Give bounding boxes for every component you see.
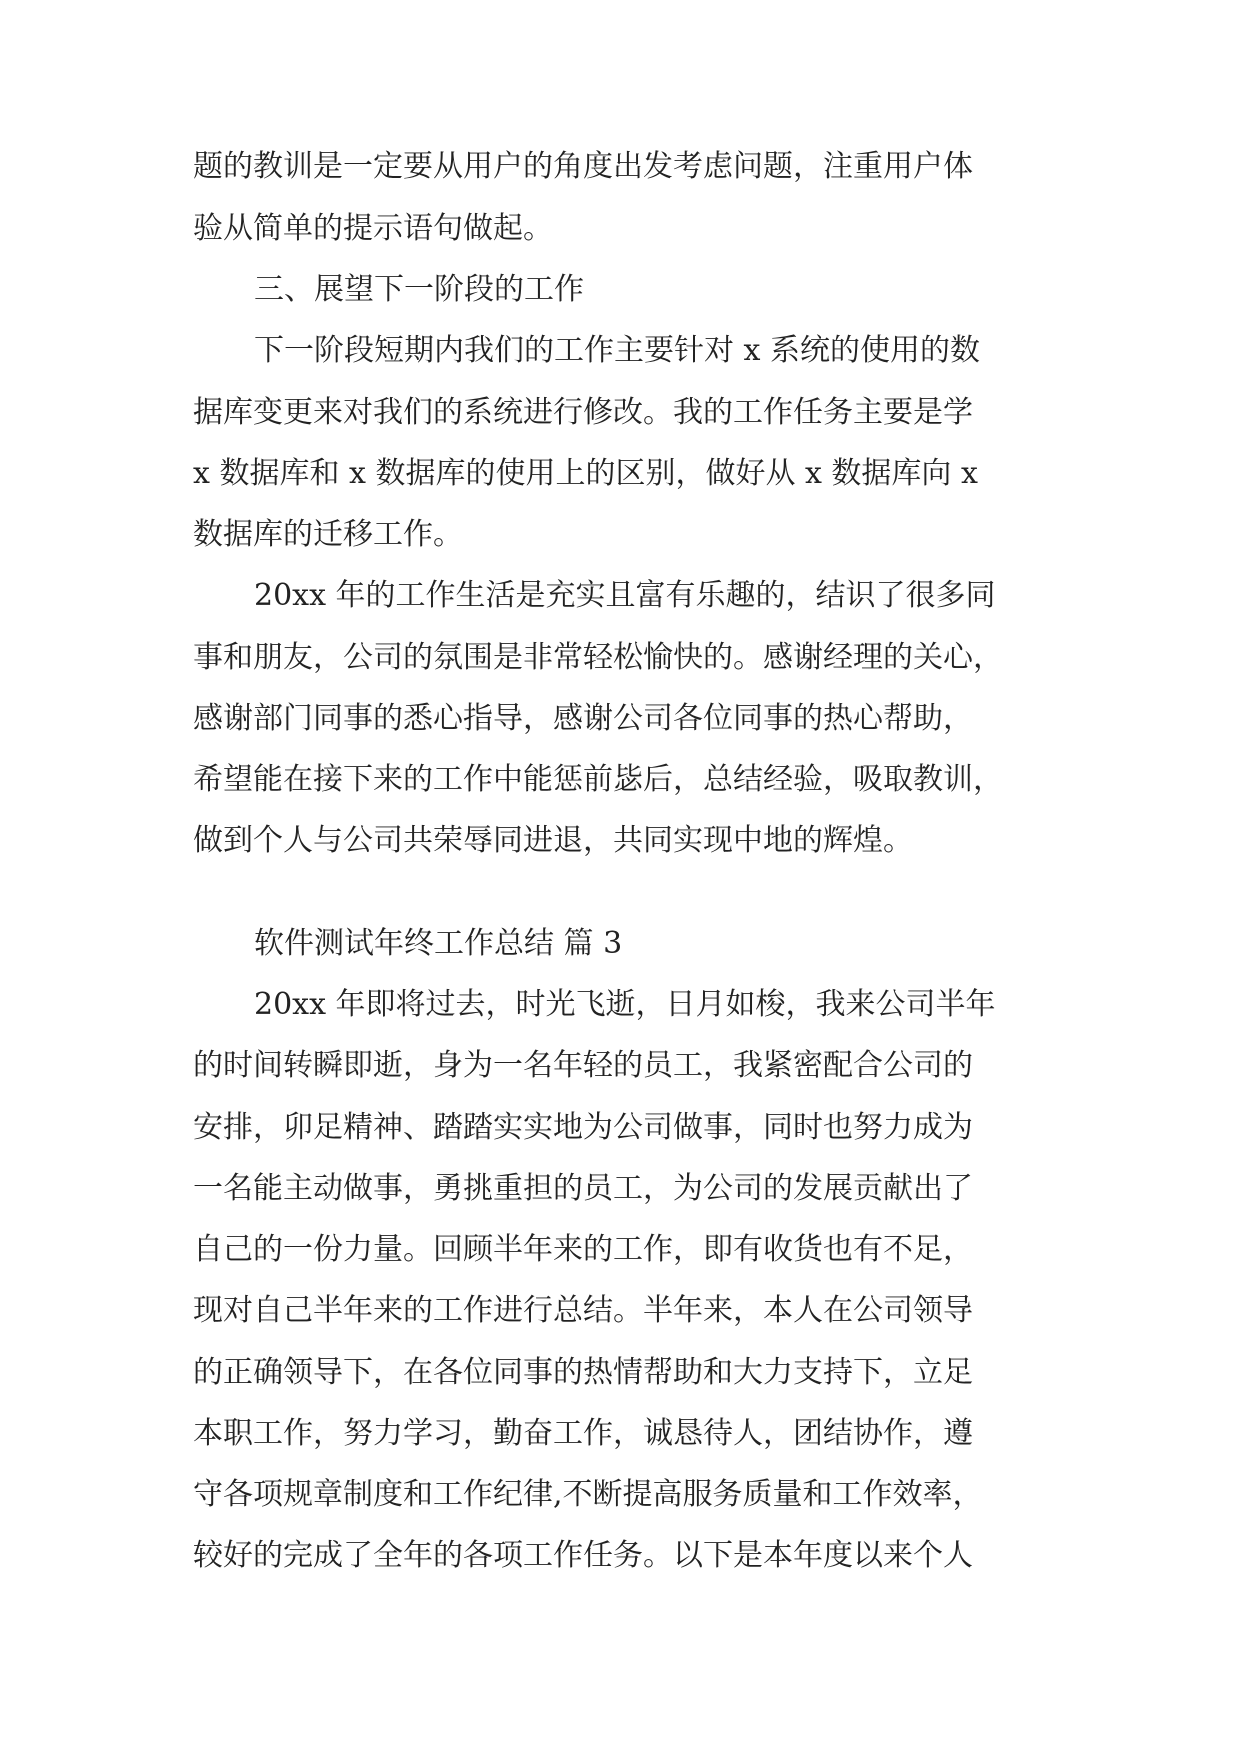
text-line: 守各项规章制度和工作纪律,不断提高服务质量和工作效率， <box>193 1477 983 1512</box>
text-line: x 数据库和 x 数据库的使用上的区别，做好从 x 数据库向 x <box>193 456 978 491</box>
text-line: 下一阶段短期内我们的工作主要针对 x 系统的使用的数 <box>254 333 980 368</box>
text-line: 一名能主动做事，勇挑重担的员工，为公司的发展贡献出了 <box>193 1171 973 1206</box>
text-line: 据库变更来对我们的系统进行修改。我的工作任务主要是学 <box>193 395 973 430</box>
text-line: 的正确领导下，在各位同事的热情帮助和大力支持下，立足 <box>193 1355 973 1390</box>
article-heading: 软件测试年终工作总结 篇 3 <box>254 926 623 961</box>
text-line: 的时间转瞬即逝，身为一名年轻的员工，我紧密配合公司的 <box>193 1048 973 1083</box>
section-heading: 三、展望下一阶段的工作 <box>254 272 584 307</box>
text-line: 题的教训是一定要从用户的角度出发考虑问题，注重用户体 <box>193 149 973 184</box>
text-line: 安排，卯足精神、踏踏实实地为公司做事，同时也努力成为 <box>193 1110 973 1145</box>
text-line: 事和朋友，公司的氛围是非常轻松愉快的。感谢经理的关心， <box>193 640 1003 675</box>
text-line: 现对自己半年来的工作进行总结。半年来，本人在公司领导 <box>193 1293 973 1328</box>
text-line: 希望能在接下来的工作中能惩前毖后，总结经验，吸取教训， <box>193 762 1003 797</box>
text-line: 本职工作，努力学习，勤奋工作，诚恳待人，团结协作，遵 <box>193 1416 973 1451</box>
text-line: 20xx 年即将过去，时光飞逝，日月如梭，我来公司半年 <box>254 987 996 1022</box>
text-line: 数据库的迁移工作。 <box>193 517 463 552</box>
text-line: 较好的完成了全年的各项工作任务。以下是本年度以来个人 <box>193 1538 973 1573</box>
text-line: 20xx 年的工作生活是充实且富有乐趣的，结识了很多同 <box>254 578 996 613</box>
text-line: 做到个人与公司共荣辱同进退，共同实现中地的辉煌。 <box>193 823 913 858</box>
text-line: 自己的一份力量。回顾半年来的工作，即有收货也有不足， <box>193 1232 973 1267</box>
text-line: 验从简单的提示语句做起。 <box>193 211 553 246</box>
text-line: 感谢部门同事的悉心指导，感谢公司各位同事的热心帮助， <box>193 701 973 736</box>
